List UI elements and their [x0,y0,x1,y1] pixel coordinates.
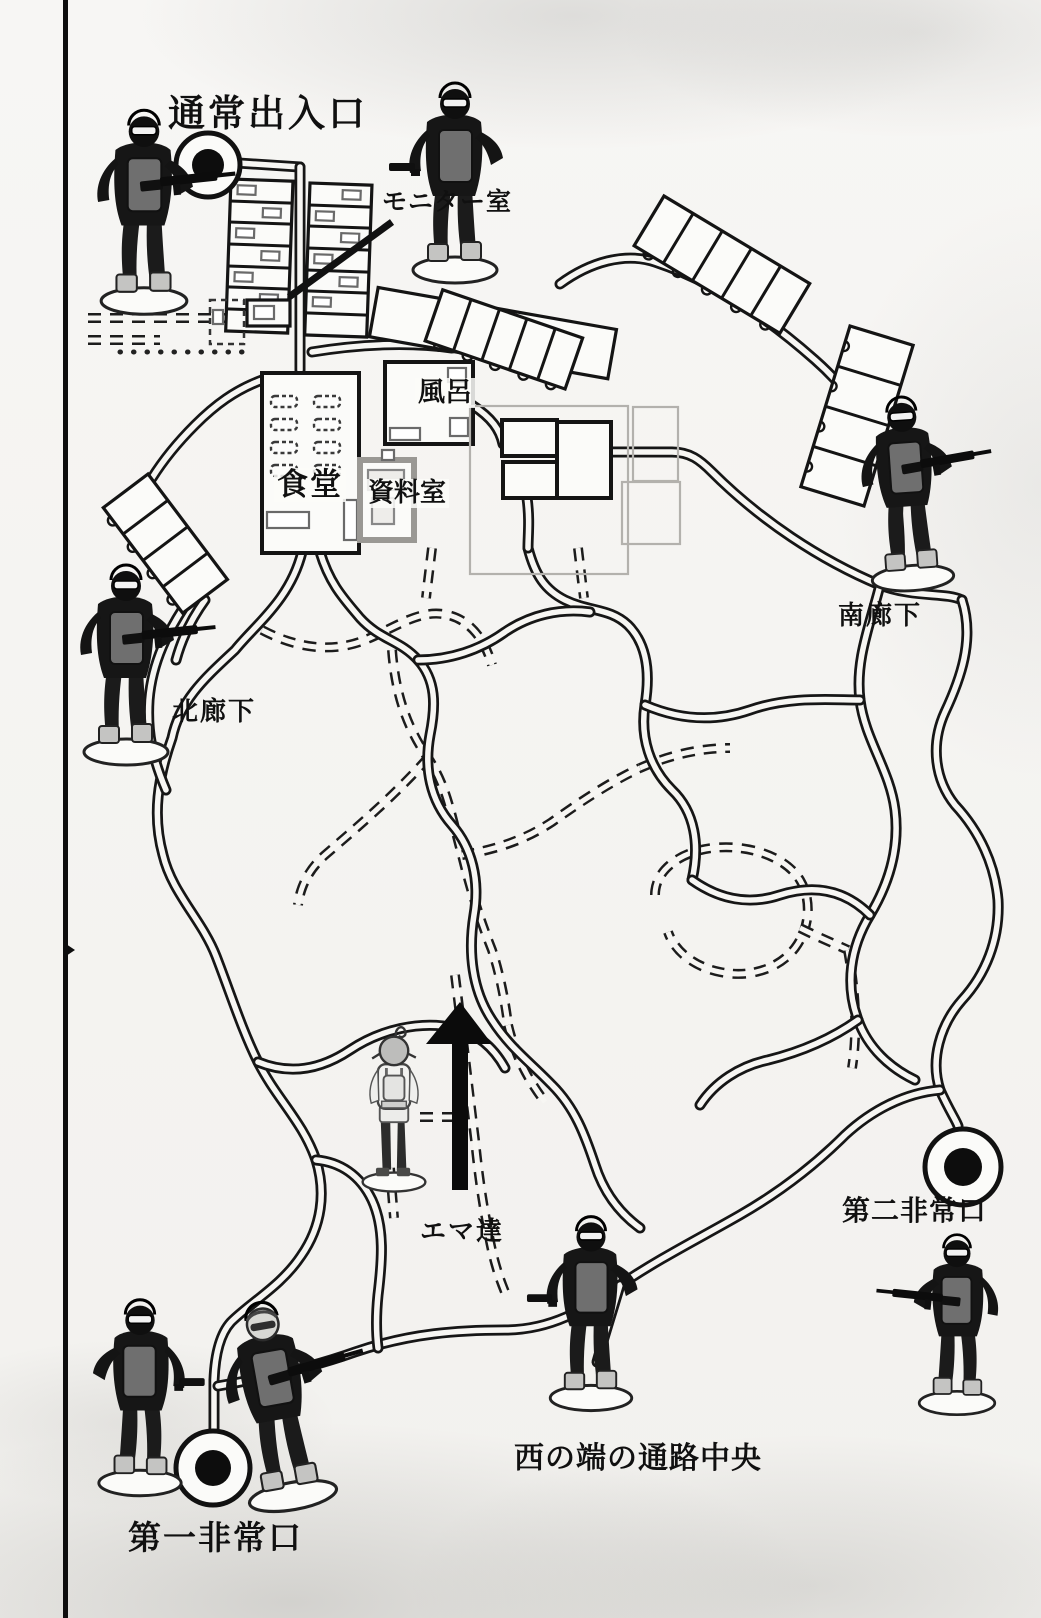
emma-figure [363,1027,426,1191]
label-archive-room: 資料室 [365,479,449,508]
label-monitor-room: モニター室 [382,187,513,216]
label-emma-group: エマ達 [420,1217,505,1247]
guard-second-emergency-exit [875,1235,998,1415]
guard-west-end-passage [527,1217,638,1411]
label-second-emergency-exit: 第二非常口 [842,1194,988,1227]
label-north-corridor: 北廊下 [172,697,257,727]
label-bath: 風呂 [415,378,475,408]
figures [80,83,1002,1518]
guard-monitor-room [389,83,503,283]
label-normal-entrance: 通常出入口 [168,92,368,135]
label-first-emergency-exit: 第一非常口 [128,1518,303,1557]
dining-hall [262,373,359,553]
label-dining-hall: 食堂 [274,468,346,502]
border-tick [66,944,75,956]
label-south-corridor: 南廊下 [838,601,923,631]
label-west-end-passage-center: 西の端の通路中央 [514,1441,762,1476]
exit-marker-first-emergency [176,1431,250,1505]
